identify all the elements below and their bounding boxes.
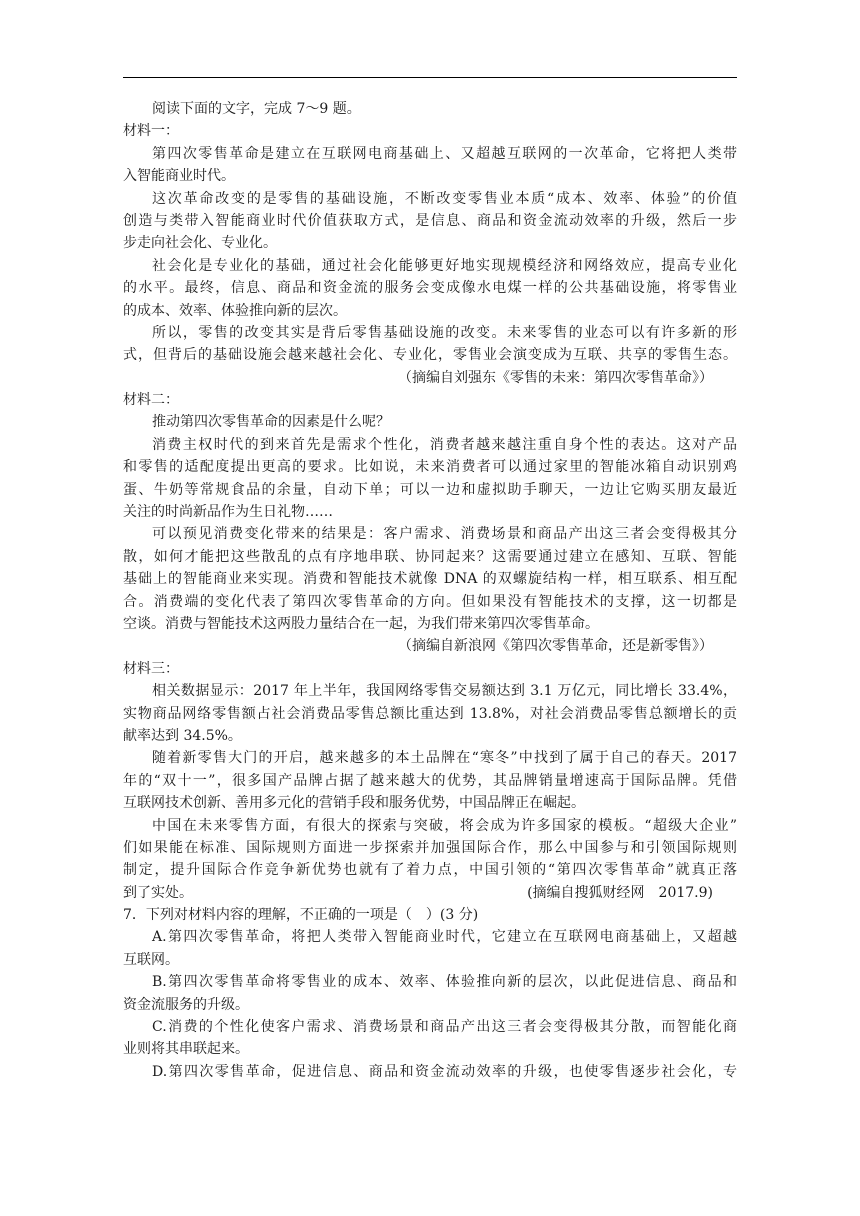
text-line: 所以，零售的改变其实是背后零售基础设施的改变。未来零售的业态可以有许多新的形 bbox=[152, 324, 737, 341]
text-line: 相关数据显示：2017 年上半年，我国网络零售交易额达到 3.1 万亿元，同比增长 33.4%， bbox=[152, 683, 737, 700]
text-line: 式，但背后的基础设施会越来越社会化、专业化，零售业会演变成为互联、共享的零售生态。 bbox=[123, 347, 737, 364]
text-line: 们如果能在标准、国际规则方面进一步探索并加强国际合作，那么中国参与和引领国际规则 bbox=[123, 839, 737, 856]
text-line: 实物商品网络零售额占社会消费品零售总额比重达到 13.8%，对社会消费品零售总额增长的贡 bbox=[123, 705, 737, 722]
text-line-body: 到了实处。 bbox=[123, 884, 193, 901]
text-line: 7．下列对材料内容的理解，不正确的一项是（ ）(3 分) bbox=[123, 907, 479, 924]
text-line: 社会化是专业化的基础，通过社会化能够更好地实现规模经济和网络效应，提高专业化 bbox=[152, 257, 737, 274]
text-line: 合。消费端的变化代表了第四次零售革命的方向。但如果没有智能技术的支撑，这一切都是 bbox=[123, 593, 737, 610]
text-line: D.第四次零售革命，促进信息、商品和资金流动效率的升级，也使零售逐步社会化，专 bbox=[152, 1063, 737, 1080]
text-line: 材料一： bbox=[123, 123, 179, 140]
text-line: B.第四次零售革命将零售业的成本、效率、体验推向新的层次，以此促进信息、商品和 bbox=[152, 974, 737, 991]
document-body bbox=[123, 98, 737, 1083]
text-line: 这次革命改变的是零售的基础设施，不断改变零售业本质“成本、效率、体验”的价值 bbox=[152, 190, 737, 207]
text-line: 年的“双十一”，很多国产品牌占据了越来越大的优势，其品牌销量增速高于国际品牌。凭借 bbox=[123, 772, 737, 789]
text-line: 的成本、效率、体验推向新的层次。 bbox=[123, 302, 347, 319]
text-line: 可以预见消费变化带来的结果是：客户需求、消费场景和商品产出这三者会变得极其分 bbox=[152, 526, 737, 543]
header-rule bbox=[123, 77, 737, 78]
source-citation: （摘编自刘强东《零售的未来：第四次零售革命》） bbox=[398, 369, 713, 386]
text-line: 蛋、牛奶等常规食品的余量，自动下单；可以一边和虚拟助手聊天，一边让它购买朋友最近 bbox=[123, 481, 737, 498]
text-line: 和零售的适配度提出更高的要求。比如说，未来消费者可以通过家里的智能冰箱自动识别鸡 bbox=[123, 459, 737, 476]
text-line: 入智能商业时代。 bbox=[123, 168, 235, 185]
text-line: 第四次零售革命是建立在互联网电商基础上、又超越互联网的一次革命，它将把人类带 bbox=[152, 145, 737, 162]
text-line: 互联网技术创新、善用多元化的营销手段和服务优势，中国品牌正在崛起。 bbox=[123, 795, 585, 812]
text-line: 散，如何才能把这些散乱的点有序地串联、协同起来？这需要通过建立在感知、互联、智能 bbox=[123, 548, 737, 565]
text-line: 关注的时尚新品作为生日礼物…… bbox=[123, 504, 333, 521]
text-line: A.第四次零售革命，将把人类带入智能商业时代，它建立在互联网电商基础上，又超越 bbox=[152, 929, 737, 946]
text-line: 制定，提升国际合作竞争新优势也就有了着力点，中国引领的“第四次零售革命”就真正落 bbox=[123, 862, 737, 879]
text-line: 业则将其串联起来。 bbox=[123, 1041, 249, 1058]
text-line: 空谈。消费与智能技术这两股力量结合在一起，为我们带来第四次零售革命。 bbox=[123, 615, 599, 632]
text-line: 献率达到 34.5%。 bbox=[123, 727, 242, 744]
text-line: 的水平。最终，信息、商品和资金流的服务会变成像水电煤一样的公共基础设施，将零售业 bbox=[123, 280, 737, 297]
text-line: 创造与类带入智能商业时代价值获取方式，是信息、商品和资金流动效率的升级，然后一步 bbox=[123, 212, 737, 229]
text-line: 随着新零售大门的开启，越来越多的本土品牌在“寒冬”中找到了属于自己的春天。2017 bbox=[152, 750, 737, 767]
text-line: 推动第四次零售革命的因素是什么呢？ bbox=[152, 414, 390, 431]
text-line: 中国在未来零售方面，有很大的探索与突破，将会成为许多国家的模板。“超级大企业” bbox=[152, 817, 737, 834]
text-line: 互联网。 bbox=[123, 951, 179, 968]
text-line: C.消费的个性化使客户需求、消费场景和商品产出这三者会变得极其分散，而智能化商 bbox=[152, 1019, 737, 1036]
text-line: 材料二： bbox=[123, 392, 179, 409]
text-line: 基础上的智能商业来实现。消费和智能技术就像 DNA 的双螺旋结构一样，相互联系、相互配 bbox=[123, 571, 737, 588]
text-line: 步走向社会化、专业化。 bbox=[123, 235, 277, 252]
text-line: 资金流服务的升级。 bbox=[123, 996, 249, 1013]
text-line bbox=[123, 882, 737, 904]
text-line: 阅读下面的文字，完成 7～9 题。 bbox=[152, 101, 361, 117]
source-citation: （摘编自新浪网《第四次零售革命，还是新零售》） bbox=[398, 638, 713, 655]
source-citation: (摘编自搜狐财经网 2017.9) bbox=[527, 884, 713, 901]
text-line: 消费主权时代的到来首先是需求个性化，消费者越来越注重自身个性的表达。这对产品 bbox=[152, 436, 737, 453]
text-line: 材料三： bbox=[123, 660, 179, 677]
